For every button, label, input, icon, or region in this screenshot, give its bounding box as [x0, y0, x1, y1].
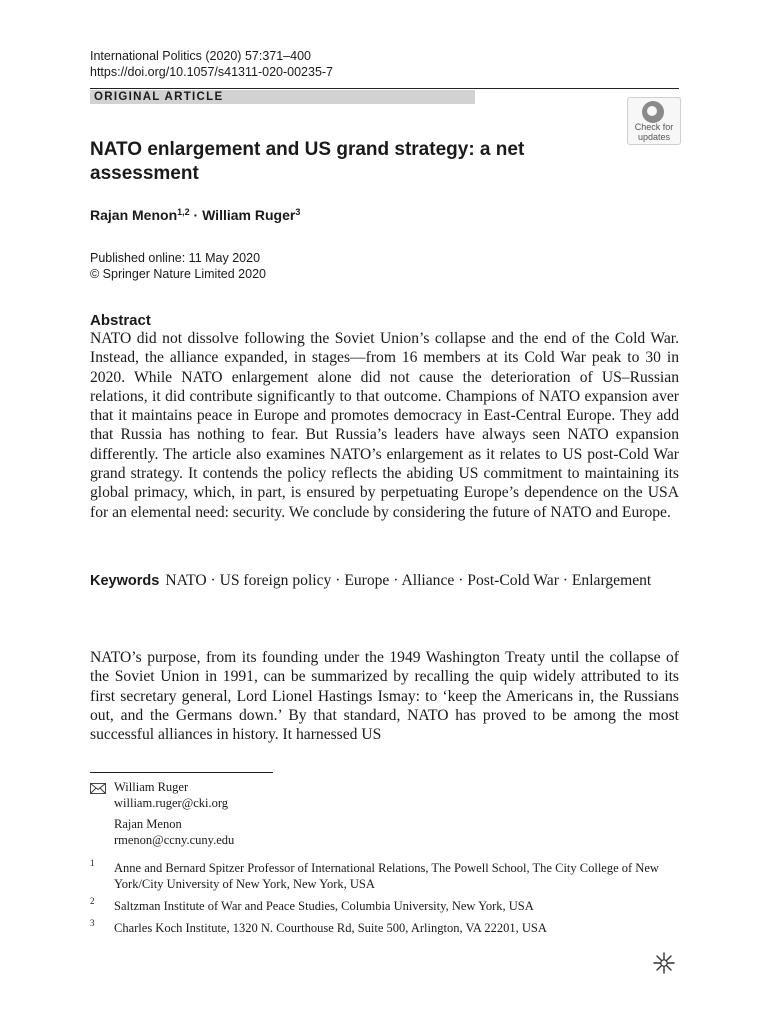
author-separator: · — [189, 207, 203, 223]
article-type-label: ORIGINAL ARTICLE — [94, 91, 224, 103]
published-date: Published online: 11 May 2020 — [90, 251, 261, 265]
check-updates-line2: updates — [637, 131, 671, 142]
contact-ruger — [114, 779, 228, 811]
abstract-heading: Abstract — [90, 312, 151, 329]
contact-name: William Ruger — [114, 780, 189, 794]
affiliation-number: 1 — [90, 858, 95, 868]
journal-doi-link[interactable]: https://doi.org/10.1057/s41311-020-00235-7 — [90, 65, 334, 79]
affiliation-text: Anne and Bernard Spitzer Professor of International Relations, The Powell School, The City College of New York/City University of New York, New York, USA — [114, 861, 659, 891]
contact-menon — [114, 816, 234, 848]
contact-name: Rajan Menon — [114, 817, 182, 831]
affiliation-text: Saltzman Institute of War and Peace Studies, Columbia University, New York, USA — [114, 899, 534, 913]
keywords — [90, 571, 679, 591]
author-affil: 3 — [295, 207, 301, 217]
author-name[interactable]: William Ruger — [202, 207, 296, 223]
affiliation-text: Charles Koch Institute, 1320 N. Courthouse Rd, Suite 500, Arlington, VA 22201, USA — [114, 921, 547, 935]
article-type-bar — [90, 90, 475, 104]
check-for-updates-icon — [642, 101, 664, 123]
check-for-updates-text — [628, 123, 680, 142]
publication-info — [90, 250, 266, 282]
article-title: NATO enlargement and US grand strategy: a net assessment — [90, 139, 525, 184]
contact-email[interactable]: william.ruger@cki.org — [114, 796, 229, 810]
header-rule — [90, 88, 679, 89]
envelope-icon — [90, 783, 106, 794]
author-name[interactable]: Rajan Menon — [90, 207, 178, 223]
check-for-updates-badge[interactable] — [627, 97, 681, 145]
journal-header — [90, 48, 333, 80]
affiliation-number: 3 — [90, 918, 95, 928]
affiliation-number: 2 — [90, 896, 95, 906]
contact-email[interactable]: rmenon@ccny.cuny.edu — [114, 833, 235, 847]
author-affil: 1,2 — [177, 207, 190, 217]
springer-horse-icon — [652, 951, 676, 975]
copyright-notice: © Springer Nature Limited 2020 — [90, 267, 266, 281]
check-updates-line1: Check for — [634, 122, 674, 132]
footnote-rule — [90, 772, 273, 773]
keywords-text: NATO · US foreign policy · Europe · Alliance · Post-Cold War · Enlargement — [165, 572, 652, 589]
keywords-label: Keywords — [90, 573, 160, 589]
journal-citation: International Politics (2020) 57:371–400 — [90, 49, 311, 63]
author-list — [90, 207, 300, 223]
body-paragraph: NATO’s purpose, from its founding under the 1949 Washington Treaty until the collapse of the Soviet Union in 1991, can be summarized by recalling the quip widely attributed to its first secretary general, Lord Lionel Hastings Ismay: to ‘keep the Americans in, the Russians out, and the Germans down.’ By that standard, NATO has proved to be among the most successful alliances in history. It harnessed US — [90, 649, 679, 744]
abstract-text: NATO did not dissolve following the Soviet Union’s collapse and the end of the Cold War. Instead, the alliance expanded, in stages—from 16 members at its Cold War peak to 30 in 2020. While NATO enlargement alone did not cause the deterioration of US–Russian relations, it did contribute significantly to that outcome. Champions of NATO expansion aver that it maintains peace in Europe and promotes democracy in East-Central Europe. They add that Russia has nothing to fear. But Russia’s leaders have always seen NATO expansion differently. The article also examines NATO’s enlargement as it relates to US post-Cold War grand strategy. It contends the policy reflects the abiding US commitment to maintaining its global primacy, which, in part, is ensured by perpetuating Europe’s dependence on the USA for an elemental need: security. We conclude by considering the future of NATO and Europe. — [90, 330, 679, 521]
